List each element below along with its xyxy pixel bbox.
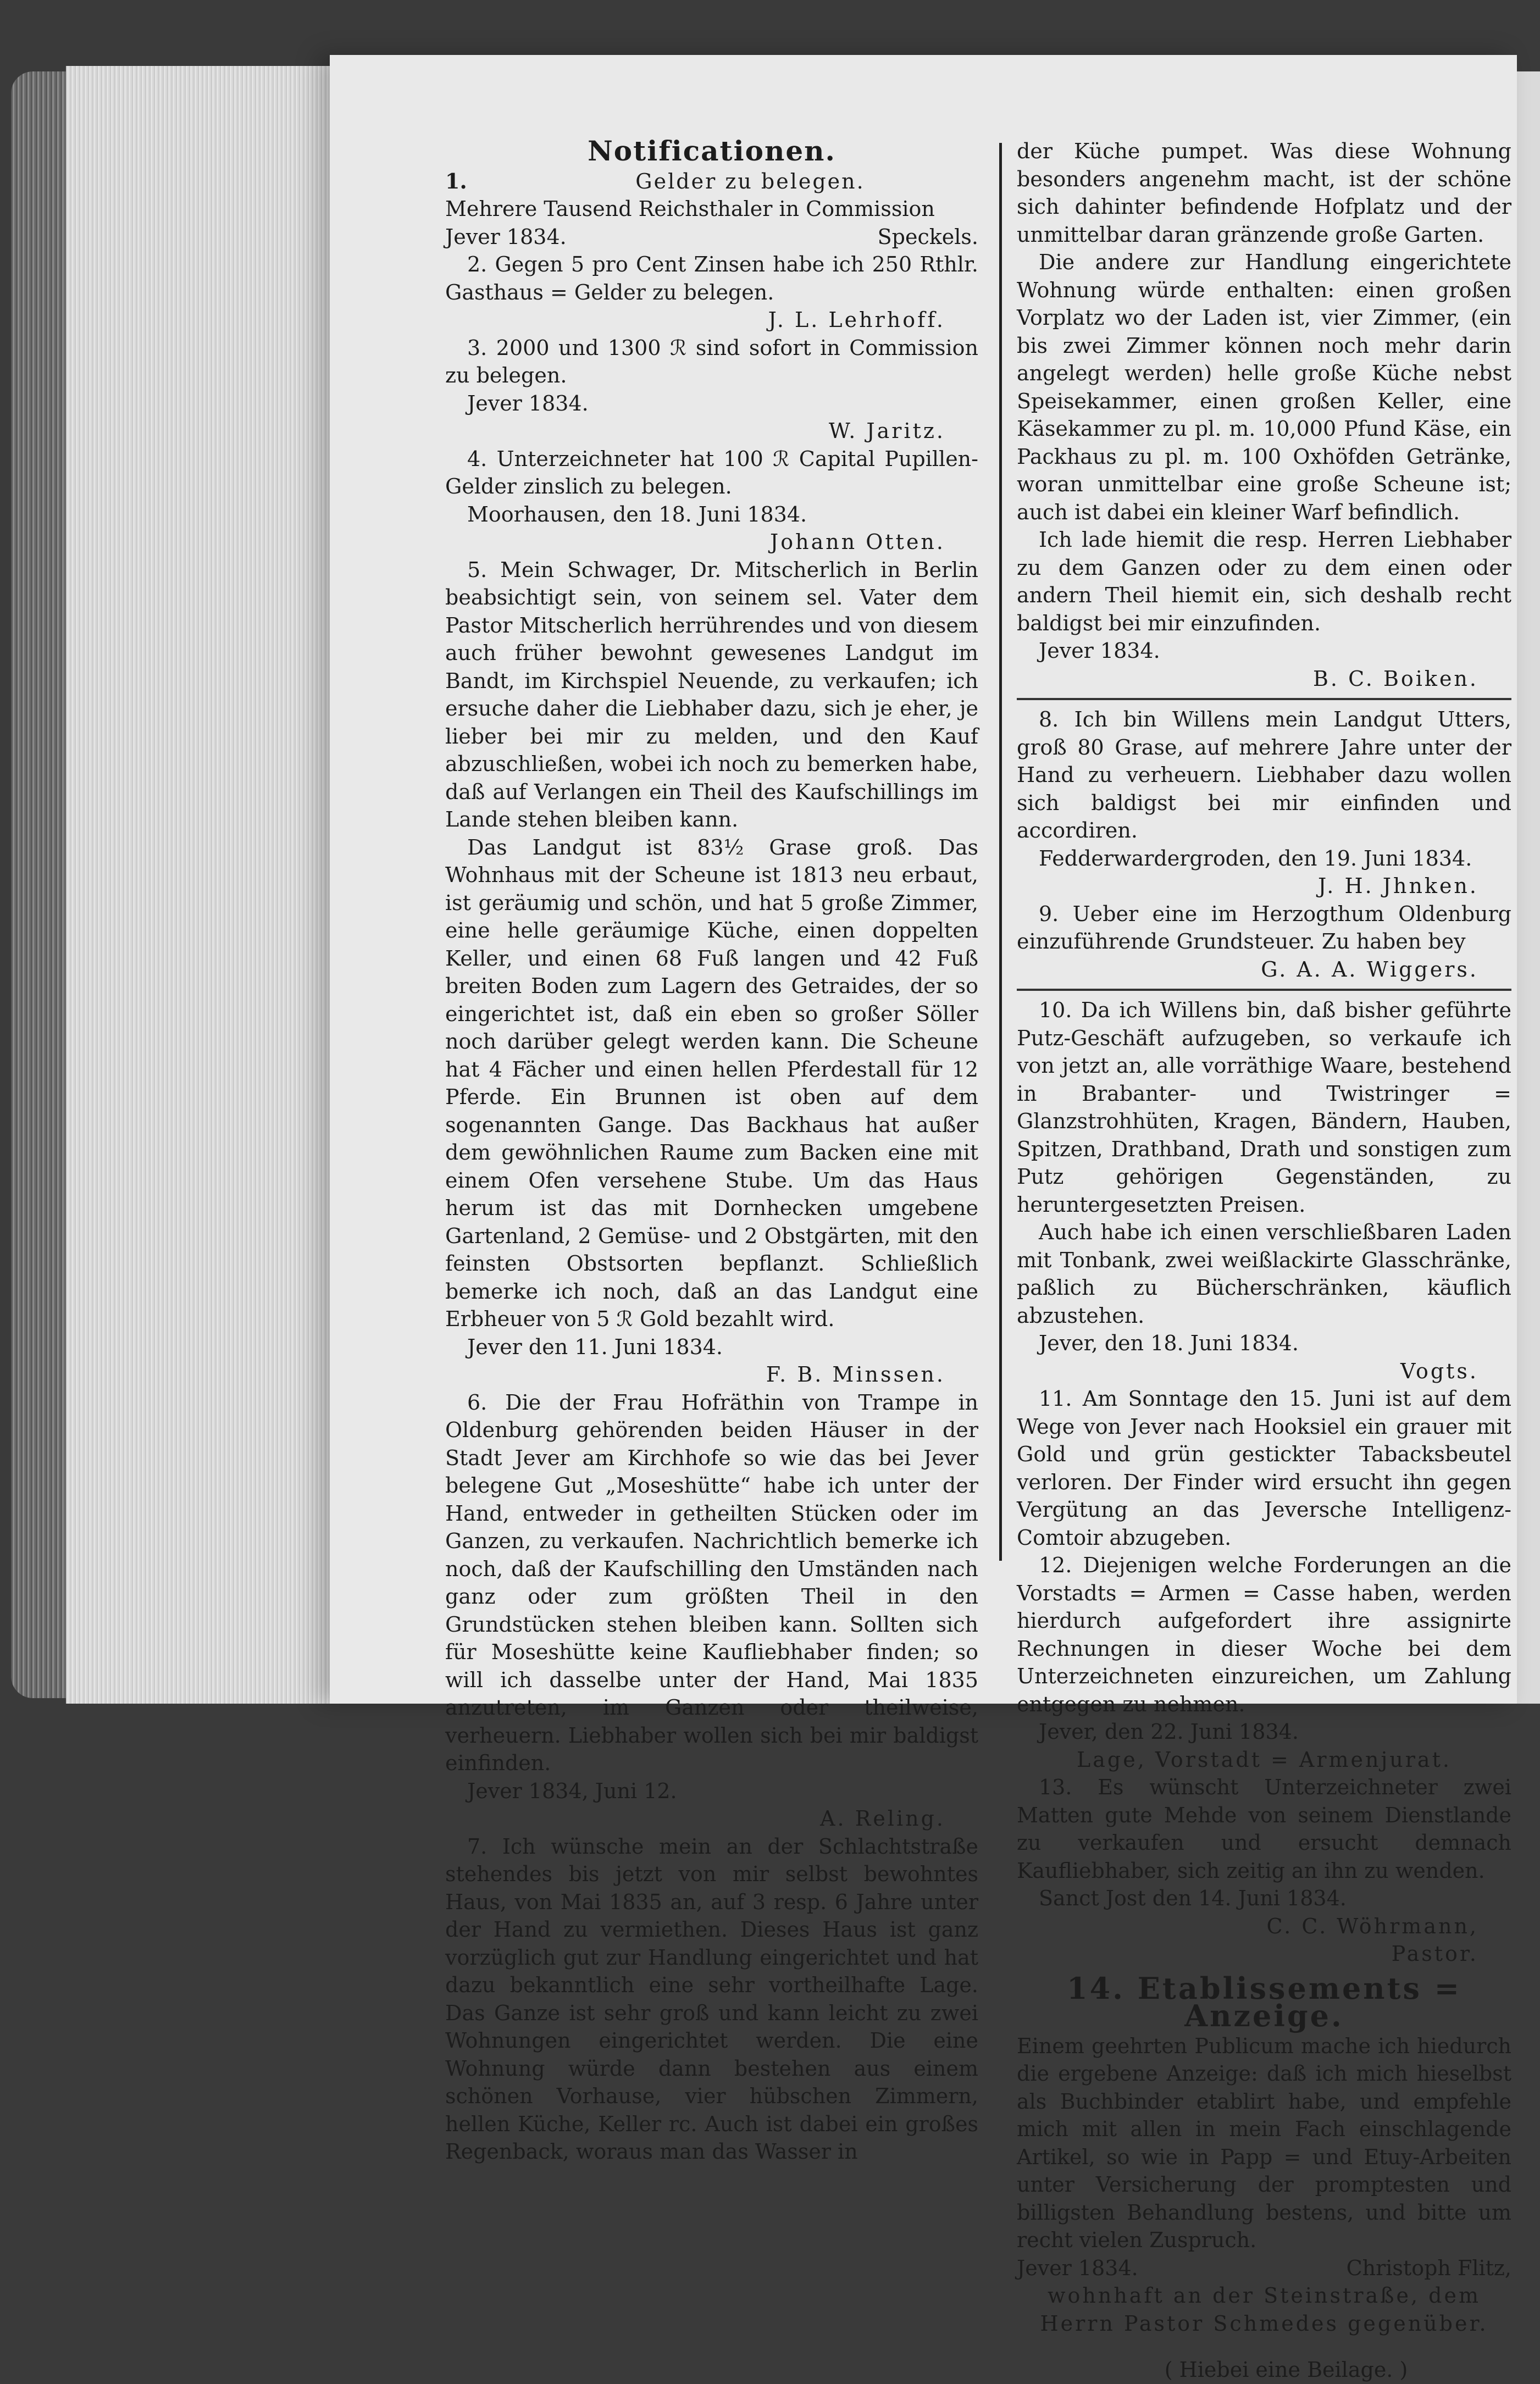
paragraph: Jever den 11. Juni 1834. — [467, 1334, 723, 1359]
signature: B. C. Boiken. — [1313, 666, 1478, 691]
signature: Lage, Vorstadt = Armenjurat. — [1077, 1747, 1452, 1772]
signature: Christoph Flitz, — [1346, 2255, 1511, 2280]
notice-number: 1. — [445, 168, 467, 193]
notice-title — [445, 168, 978, 196]
left-column — [445, 137, 978, 2166]
signature: A. Reling. — [820, 1806, 945, 1831]
paragraph: Mehrere Tausend Reichsthaler in Commission — [445, 197, 935, 221]
next-page-edge — [1517, 71, 1540, 1704]
signature: J. L. Lehrhoff. — [768, 308, 945, 332]
signature: wohnhaft an der Steinstraße, dem Herrn Pastor Schmedes gegenüber. — [1040, 2283, 1488, 2336]
paragraph: 9. Ueber eine im Herzogthum Oldenburg einzuführende Grundsteuer. Zu haben bey — [1017, 901, 1511, 953]
paragraph: Jever 1834. — [1039, 639, 1160, 663]
right-column — [1017, 137, 1511, 2384]
paragraph: 11. Am Sonntage den 15. Juni ist auf dem Wege von Jever nach Hooksiel ein grauer mit Gold und grün gestickter Tabacksbeutel verloren. Der Finder wird ersucht ihn gegen Vergütung an das Jeversche Intelligenz-Comtoir abzugeben. — [1017, 1387, 1511, 1550]
signature: Johann Otten. — [769, 530, 945, 554]
paragraph: Jever, den 18. Juni 1834. — [1039, 1331, 1299, 1355]
signature: W. Jaritz. — [828, 419, 945, 443]
paragraph: Die andere zur Handlung eingerichtete Wohnung würde enthalten: einen großen Vorplatz wo der Laden ist, vier Zimmer, (ein bis zwei Zimmer können noch mehr darin angelegt werden) helle große Küche nebst Speisekammer, einen großen Keller, eine Käsekammer zu pl. m. 10,000 Pfund Käse, ein Packhaus zu pl. m. 100 Oxhöfden Getränke, woran unmittelbar eine große Scheune ist; auch ist dabei ein kleiner Warf befindlich. — [1017, 250, 1511, 524]
paragraph: 13. Es wünscht Unterzeichneter zwei Matten gute Mehde von seinem Dienstlande zu verkaufen und ersucht demnach Kaufliebhaber, sich zeitig an ihn zu wenden. — [1017, 1775, 1511, 1883]
paragraph: Sanct Jost den 14. Juni 1834. — [1039, 1886, 1347, 1910]
paragraph: 6. Die der Frau Hofräthin von Trampe in Oldenburg gehörenden beiden Häuser in der Stadt Jever am Kirchhofe so wie das bei Jever belegene Gut „Moseshütte“ habe ich unter der Hand, entweder in getheilten Stücken oder im Ganzen, zu verkaufen. Nachrichtlich bemerke ich noch, daß der Kaufschilling den Umständen nach ganz oder zum größten Theil in den Grundstücken stehen bleiben kann. Sollten sich für Moseshütte keine Kaufliebhaber finden; so will ich dasselbe unter der Hand, Mai 1835 anzutreten, im Ganzen oder theilweise, verheuern. Liebhaber wollen sich bei mir baldigst einfinden. — [445, 1390, 978, 1775]
column-divider — [999, 143, 1002, 1561]
paragraph: Jever 1834. — [467, 391, 589, 415]
supplement-note: ( Hiebei eine Beilage. ) — [1164, 2358, 1408, 2382]
announcement-heading: 14. Etablissements = Anzeige. — [1067, 1970, 1461, 2033]
signature: C. C. Wöhrmann, — [1266, 1914, 1478, 1938]
signature: Speckels. — [877, 224, 978, 249]
book-spine-edge — [11, 71, 71, 1698]
paragraph: Jever, den 22. Juni 1834. — [1039, 1720, 1299, 1744]
signature: Pastor. — [1391, 1942, 1478, 1966]
signature: Vogts. — [1400, 1359, 1478, 1383]
paragraph: Einem geehrten Publicum mache ich hiedurch die ergebene Anzeige: daß ich mich hieselbst als Buchbinder etablirt habe, und empfehle mich mit allen in mein Fach einschlagende Artikel, so wie in Papp = und Etuy-Arbeiten unter Versicherung der promptesten und billigsten Behandlung bestens, und bitte um recht vielen Zuspruch. — [1017, 2033, 1511, 2252]
notice-heading: Gelder zu belegen. — [635, 169, 865, 193]
paragraph: 5. Mein Schwager, Dr. Mitscherlich in Berlin beabsichtigt sein, von seinem sel. Vater dem Pastor Mitscherlich herrührendes und von diesem auch früher bewohnt gewesenes Landgut im Bandt, im Kirchspiel Neuende, zu verkaufen; ich ersuche daher die Liebhaber dazu, sich je eher, je lieber bei mir zu melden, und den Kauf abzuschließen, wobei ich noch zu bemerken habe, daß auf Verlangen ein Theil des Kaufschillings im Lande stehen bleiben kann. — [445, 557, 978, 831]
dateline-row — [1017, 2254, 1511, 2282]
paragraph: Das Landgut ist 83½ Grase groß. Das Wohnhaus mit der Scheune ist 1813 neu erbaut, ist geräumig und schön, und hat 5 große Zimmer, eine helle geräumige Küche, einen doppelten Keller, und einen 68 Fuß langen und 42 Fuß breiten Boden zum Lagern des Getraides, der so eingerichtet ist, daß ein eben so großer Söller noch darüber gelegt werden kann. Die Scheune hat 4 Fächer und einen hellen Pferdestall für 12 Pferde. Ein Brunnen ist oben auf dem sogenannten Gange. Das Backhaus hat außer dem gewöhnlichen Raume zum Backen eine mit einem Ofen versehene Stube. Um das Haus herum ist das mit Dornhecken umgebene Gartenland, 2 Gemüse- und 2 Obstgärten, mit den feinsten Obstsorten bepflanzt. Schließlich bemerke ich noch, daß an das Landgut eine Erbheuer von 5 ℛ Gold bezahlt wird. — [445, 835, 978, 1331]
dateline: Jever 1834. — [445, 224, 567, 249]
paragraph: 10. Da ich Willens bin, daß bisher geführte Putz-Geschäft aufzugeben, so verkaufe ich von jetzt an, alle vorräthige Waare, bestehend in Brabanter- und Twistringer = Glanzstrohhüten, Kragen, Bändern, Hauben, Spitzen, Drathband, Drath und sonstigen zum Putz gehörigen Gegenständen, zu heruntergesetzten Preisen. — [1017, 998, 1511, 1217]
paragraph: Auch habe ich einen verschließbaren Laden mit Tonbank, zwei weißlackirte Glasschränke, paßlich zu Bücherschränken, käuflich abzustehen. — [1017, 1220, 1511, 1328]
signature: J. H. Jhnken. — [1318, 874, 1478, 898]
paragraph: Moorhausen, den 18. Juni 1834. — [467, 502, 807, 526]
paragraph: 3. 2000 und 1300 ℛ sind sofort in Commission zu belegen. — [445, 335, 978, 387]
separator-rule — [1017, 698, 1511, 700]
paragraph: 8. Ich bin Willens mein Landgut Utters, groß 80 Grase, auf mehrere Jahre unter der Hand zu verheuern. Liebhaber dazu wollen sich baldigst bei mir einfinden und accordiren. — [1017, 707, 1511, 842]
separator-rule — [1017, 989, 1511, 991]
paragraph: Ich lade hiemit die resp. Herren Liebhaber zu dem Ganzen oder zu dem einen oder andern Theil hiemit ein, sich deshalb recht baldigst bei mir einzufinden. — [1017, 528, 1511, 635]
paragraph: 2. Gegen 5 pro Cent Zinsen habe ich 250 Rthlr. Gasthaus = Gelder zu belegen. — [445, 252, 978, 304]
signature: F. B. Minssen. — [766, 1362, 945, 1387]
signature: G. A. A. Wiggers. — [1261, 957, 1478, 982]
paragraph: 12. Diejenigen welche Forderungen an die Vorstadts = Armen = Casse haben, werden hierdurch aufgefordert ihre assignirte Rechnungen in dieser Woche bei dem Unterzeichneten einzureichen, um Zahlung entgegen zu nehmen. — [1017, 1553, 1511, 1716]
paragraph: 7. Ich wünsche mein an der Schlachtstraße stehendes bis jetzt von mir selbst bewohntes Haus, von Mai 1835 an, auf 3 resp. 6 Jahre unter der Hand zu vermiethen. Dieses Haus ist ganz vorzüglich gut zur Handlung eingerichtet und hat dazu bekanntlich eine sehr vortheilhafte Lage. Das Ganze ist sehr groß und kann leicht zu zwei Wohnungen eingerichtet werden. Die eine Wohnung würde dann bestehen aus einem schönen Vorhause, vier hübschen Zimmern, hellen Küche, Keller rc. Auch ist dabei ein großes Regenback, woraus man das Wasser in — [445, 1834, 978, 2164]
paragraph: Jever 1834, Juni 12. — [467, 1778, 677, 1803]
dateline: Jever 1834. — [1017, 2255, 1138, 2280]
dateline-row — [445, 223, 978, 251]
paragraph: der Küche pumpet. Was diese Wohnung besonders angenehm macht, ist der schöne sich dahinter befindende Hofplatz und der unmittelbar daran gränzende große Garten. — [1017, 139, 1511, 247]
paragraph: Fedderwardergroden, den 19. Juni 1834. — [1039, 846, 1472, 871]
paragraph: 4. Unterzeichneter hat 100 ℛ Capital Pupillen-Gelder zinslich zu belegen. — [445, 446, 978, 498]
section-heading: Notificationen. — [588, 135, 836, 167]
newspaper-page — [330, 55, 1517, 2382]
